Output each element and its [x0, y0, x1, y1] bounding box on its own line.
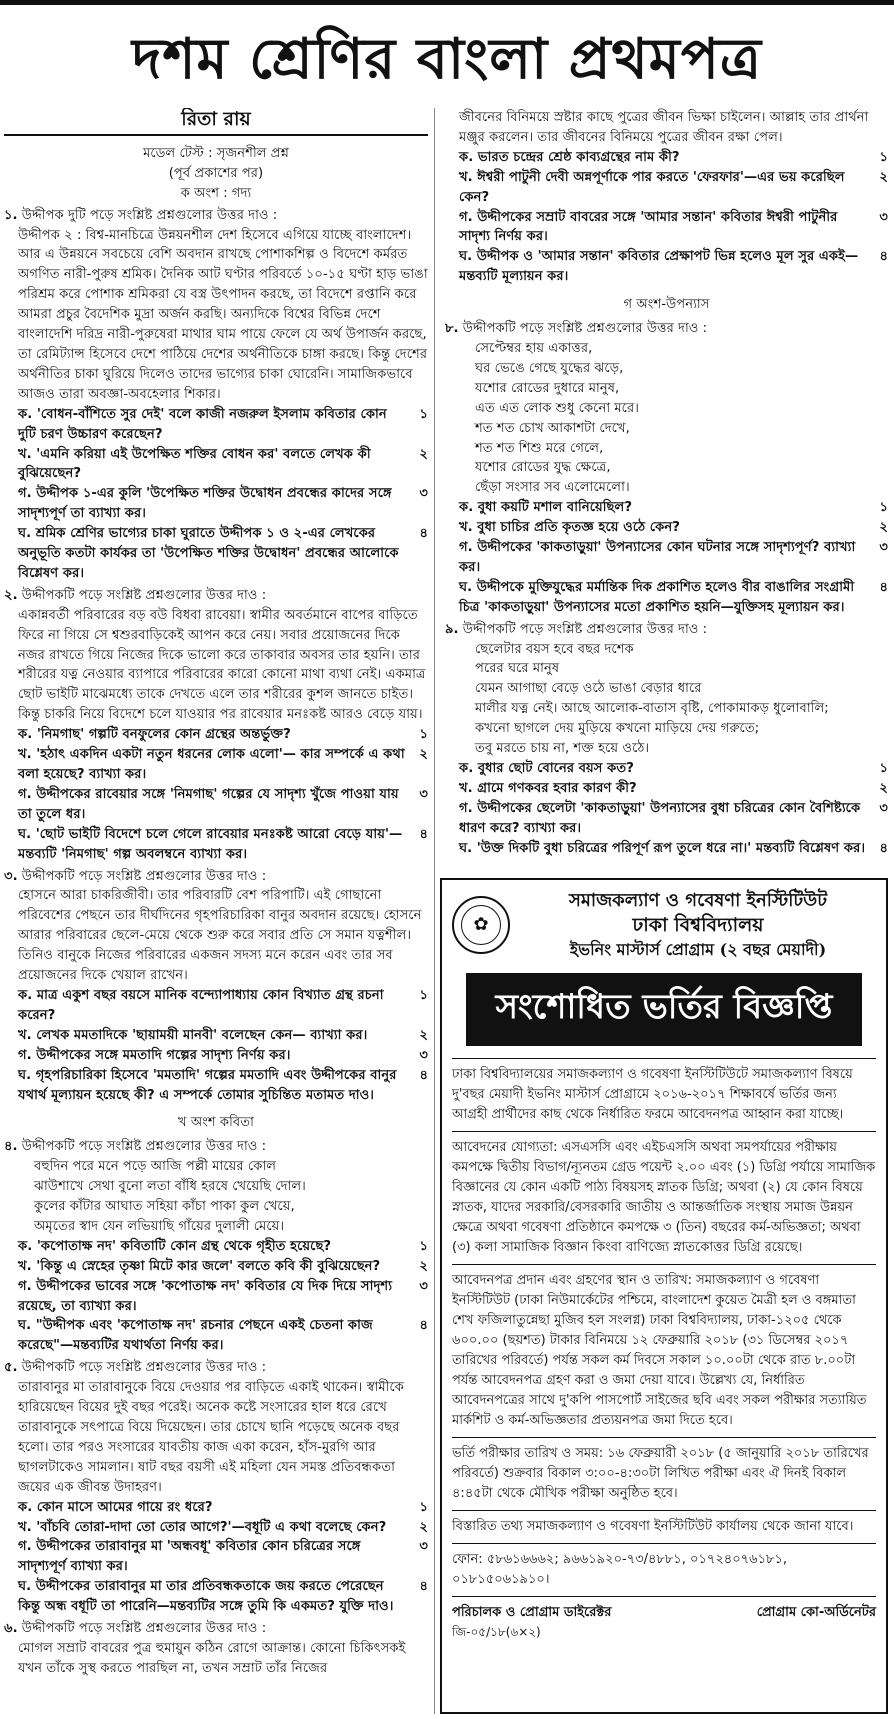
subquestion-text: গ. উদ্দীপকের সঙ্গে মমতাদি গল্পের সাদৃশ্য নির্ণয় কর। [18, 1047, 291, 1063]
ad-paragraph-exam: ভর্তি পরীক্ষার তারিখ ও সময়: ১৬ ফেব্রুয়ারী ২০১৮ (৫ জানুয়ারি ২০১৮ তারিখের পরিবর্তে) শুক্রবার বিকাল ৩:০০-৪:৩০টা লিখিত পরীক্ষা এবং ঐ দিনই বিকাল ৪:৪৫টা থেকে মৌখিক পরীক্ষা অনুষ্ঠিত হবে। [452, 1437, 876, 1510]
poem-line: এত এত লোক শুধু কেনো মরে। [475, 400, 639, 416]
subquestion [4, 1316, 428, 1356]
question-head [4, 206, 428, 226]
subquestion-marks: ৩ [419, 786, 428, 802]
poem-line: মালীর যত্ন নেই। আছে আলোক-বাতাস বৃষ্টি, পোকামাকড় ধুলোবালি; [475, 701, 829, 717]
ad-signatures [452, 1596, 876, 1624]
question-head [445, 319, 888, 339]
poem-line: সেপ্টেম্বর হায় একাত্তর, [475, 340, 593, 356]
subquestion [445, 538, 888, 578]
subquestion-marks: ৩ [419, 1278, 428, 1294]
column-divider [434, 108, 435, 1714]
subquestion-text: ক. কোন মাসে আমের গায়ে রং ধরে? [18, 1499, 213, 1515]
subquestion [445, 247, 888, 287]
subquestion-text: গ. উদ্দীপকের তারাবানুর মা 'অন্ধবধূ' কবিতার কোন চরিত্রের সঙ্গে সাদৃশ্যপূর্ণ ব্যাখ্যা কর। [18, 1539, 361, 1575]
question-instruction: উদ্দীপকটি পড়ে সংশ্লিষ্ট প্রশ্নগুলোর উত্তর দাও : [21, 587, 267, 603]
poem-line: কুলের কাঁটার আঘাত সহিয়া কাঁচা পাকা কুল খেয়ে, [34, 1199, 295, 1215]
question-instruction: উদ্দীপকটি পড়ে সংশ্লিষ্ট প্রশ্নগুলোর উত্তর দাও : [21, 1360, 267, 1376]
ad-institute-title: সমাজকল্যাণ ও গবেষণা ইনস্টিটিউট [568, 890, 828, 911]
subquestion-text: ঘ. 'উক্ত দিকটি বুধা চরিত্রের পরিপূর্ণ রূপ তুলে ধরে না।' মন্তব্যটি বিশ্লেষণ কর। [459, 840, 866, 856]
ad-paragraph-application: আবেদনপত্র প্রদান এবং গ্রহণের স্থান ও তারিখ: সমাজকল্যাণ ও গবেষণা ইনস্টিটিউট (ঢাকা নিউমার্কেটের পশ্চিমে, বাংলাদেশ কুয়েত মৈত্রী হল ও বঙ্গমাতা শেখ ফজিলাতুন্নেছা মুজিব হল সংলগ্ন) ঢাকা বিশ্ববিদ্যালয়, ঢাকা-১২০৫ থেকে ৬০০.০০ (ছয়শত) টাকার বিনিময়ে ১২ ফেব্রুয়ারি ২০১৮ (৩১ ডিসেম্বর ২০১৭ তারিখের পরিবর্তে) পর্যন্ত সকল কর্ম দিবসে সকাল ১০.০০টা থেকে রাত ৮.০০টা পর্যন্ত আবেদনপত্র গ্রহণ করা ও জমা দেয়া যাবে। উল্লেখ্য যে, নির্ধারিত আবেদনপত্রের সাথে দু'কপি পাসপোর্ট সাইজের ছবি এবং সকল পরীক্ষার সত্যায়িত মার্কশিট ও কর্ম-অভিজ্ঞতার প্রত্যয়নপত্র জমা দিতে হবে। [452, 1264, 876, 1437]
left-question-blocks [4, 206, 428, 1106]
subquestion-marks: ২ [419, 446, 428, 462]
subquestion [4, 1066, 428, 1106]
subquestion [445, 148, 888, 168]
question-instruction: উদ্দীপকটি পড়ে সংশ্লিষ্ট প্রশ্নগুলোর উত্তর দাও : [21, 1139, 267, 1155]
subquestion-text: ক. 'নিমগাছ' গল্পটি বনফুলের কোন গ্রন্থের অন্তর্ভুক্ত? [18, 727, 291, 743]
poem-line: তবু মরতে চায় না, শক্ত হয়ে ওঠে। [475, 741, 650, 757]
question-number: ২. [4, 587, 18, 603]
question-instruction: উদ্দীপকটি পড়ে সংশ্লিষ্ট প্রশ্নগুলোর উত্তর দাও : [21, 1621, 267, 1637]
poem-line: ছেঁড়া সংসার সব এলোমেলো। [475, 480, 630, 496]
subquestion [4, 524, 428, 584]
subquestion [445, 518, 888, 538]
subquestion-text: ক. মাত্র একুশ বছর বয়সে মানিক বন্দ্যোপাধ্যায় কোন বিখ্যাত গ্রন্থ রচনা করেন? [18, 987, 384, 1023]
subquestion [445, 759, 888, 779]
ad-header [452, 888, 876, 961]
subquestion-marks: ৩ [879, 209, 888, 225]
subquestion [4, 1518, 428, 1538]
subquestion-marks: ৪ [419, 1067, 428, 1083]
subquestion-text: গ. উদ্দীপকের ভাবের সঙ্গে 'কপোতাক্ষ নদ' কবিতার যে দিক দিয়ে সাদৃশ্য রয়েছে, তা ব্যাখ্যা কর। [18, 1278, 393, 1314]
question-block [4, 586, 428, 865]
subquestion-marks: ২ [419, 1258, 428, 1274]
question-number: ১. [4, 207, 18, 223]
question-head [445, 620, 888, 640]
poem-line: বহুদিন পরে মনে পড়ে আজি পল্লী মায়ের কোল [34, 1159, 277, 1175]
ad-paragraph-eligibility: আবেদনের যোগ্যতা: এসএসসি এবং এইচএসসি অথবা সমপর্যায়ের পরীক্ষায় কমপক্ষে দ্বিতীয় বিভাগ/ন্যূনতম গ্রেড পয়েন্ট ২.০০ এবং (১) ডিগ্রি পর্যায়ে সামাজিক বিজ্ঞানের যে কোন একটি পাঠ্য বিষয়সহ স্নাতক ডিগ্রি; অথবা (২) যে কোন বিষয়ে স্নাতক, যাদের সরকারি/বেসরকারি জাতীয় ও আন্তর্জাতিক সংস্থায় সমাজ উন্নয়ন ক্ষেত্রে অথবা গবেষণা প্রতিষ্ঠানে কমপক্ষে ৩ (তিন) বছরের কর্ম-অভিজ্ঞতা; অথবা (৩) কলা সামাজিক বিজ্ঞান কিংবা বাণিজ্যে স্নাতকোত্তর ডিগ্রি রয়েছে। [452, 1131, 876, 1264]
subquestion-marks: ২ [419, 1027, 428, 1043]
continued-subquestions [445, 148, 888, 287]
subquestion [445, 168, 888, 208]
question-head [4, 1619, 428, 1639]
subquestion-text: ঘ. উদ্দীপকে মুক্তিযুদ্ধের মর্মান্তিক দিক প্রকাশিত হলেও বীর বাঙালির সংগ্রামী চিত্র 'কাকতাড়ুয়া' উপন্যাসের মতো প্রকাশিত হয়নি—যুক্তিসহ মূল্যায়ন কর। [459, 579, 855, 615]
subquestion-marks: ১ [419, 987, 428, 1003]
question-head [4, 586, 428, 606]
subquestion-text: খ. 'কিন্তু এ স্নেহের তৃষ্ণা মিটে কার জলে' বলতে কবি কী বুঝিয়েছেন? [18, 1258, 381, 1274]
poem-line: শত শত চোখ আকাশটা দেখে, [475, 420, 630, 436]
question-instruction: উদ্দীপকটি পড়ে সংশ্লিষ্ট প্রশ্নগুলোর উত্তর দাও : [462, 621, 708, 637]
subquestion-text: ক. ভারত চন্দ্রের শ্রেষ্ঠ কাব্যগ্রন্থের নাম কী? [459, 149, 680, 165]
question-number: ৬. [4, 1621, 18, 1637]
question-block [4, 1619, 428, 1679]
question-head [4, 1137, 428, 1157]
intro-line-2: (পূর্ব প্রকাশের পর) [168, 165, 264, 181]
subquestion-text: গ. উদ্দীপকের রাবেয়ার সঙ্গে 'নিমগাছ' গল্পের যে সাদৃশ্য খুঁজে পাওয়া যায় তা তুলে ধর। [18, 786, 399, 822]
poem-line: শত শত শিশু মরে গেলে, [475, 440, 604, 456]
question-head [4, 867, 428, 887]
poem-line: ছেলেটার বয়স হবে বছর দশেক [475, 641, 634, 657]
subquestion [4, 1498, 428, 1518]
subquestion [4, 825, 428, 865]
page-banner: দশম শ্রেণির বাংলা প্রথমপত্র [131, 26, 763, 92]
right-column [445, 108, 888, 868]
subquestion-text: ঘ. "উদ্দীপক এবং 'কপোতাক্ষ নদ' রচনার পেছনে একই চেতনা কাজ করেছে"—মন্তব্যটির যথার্থতা নির্ণয় কর। [18, 1318, 373, 1354]
question-number: ৮. [445, 321, 459, 337]
subquestion [4, 785, 428, 825]
poem-line: অমৃতের স্বাদ যেন লভিয়াছি গাঁয়ের দুলালী মেয়ে। [34, 1218, 285, 1234]
left-question-blocks-2 [4, 1137, 428, 1678]
ad-university-title: ঢাকা বিশ্ববিদ্যালয় [632, 914, 764, 936]
ad-sign-left: পরিচালক ও প্রোগ্রাম ডাইরেক্টর [452, 1605, 612, 1620]
subquestion [4, 1537, 428, 1577]
ad-paragraph-intro: ঢাকা বিশ্ববিদ্যালয়ের সমাজকল্যাণ ও গবেষণা ইনস্টিটিউটে সমাজকল্যাণ বিষয়ে দু'বছর মেয়াদী ইভনিং মাস্টার্স প্রোগ্রামে ২০১৬-২০১৭ শিক্ষাবর্ষে ভর্তির জন্য আগ্রহী প্রার্থীদের কাছ থেকে নির্ধারিত ফরমে আবেদনপত্র আহ্বান করা যাচ্ছে। [452, 1058, 876, 1131]
question-stem: মোগল সম্রাট বাবরের পুত্র হুমায়ুন কঠিন রোগে আক্রান্ত। কোনো চিকিৎসকই যখন তাঁকে সুস্থ করতে পারছিল না, তখন সম্রাট তাঁর নিজের [18, 1640, 406, 1676]
subquestion-marks: ১ [419, 1499, 428, 1515]
subquestion-text: খ. ঈশ্বরী পাটুনী দেবী অন্নপূর্ণাকে পার করতে 'ফেরফার'—এর ভয় করেছিল কেন? [459, 169, 845, 205]
poem-line: পরের ঘরে মানুষ [475, 661, 560, 677]
ad-paragraph-details: বিস্তারিত তথ্য সমাজকল্যাণ ও গবেষণা ইনস্টিটিউট কার্যালয় থেকে জানা যাবে। [452, 1510, 876, 1543]
subquestion-text: গ. উদ্দীপকের ছেলেটা 'কাকতাড়ুয়া' উপন্যাসের বুধা চরিত্রের কোন বৈশিষ্ট্যকে ধারণ করে? ব্যাখ্যা কর। [459, 800, 861, 836]
ad-titles [520, 888, 876, 961]
subquestion-marks: ৪ [879, 579, 888, 595]
subquestion-marks: ২ [879, 520, 888, 536]
subquestion [4, 725, 428, 745]
admission-advertisement [440, 878, 888, 1714]
left-column [4, 108, 428, 1714]
ad-phone: ফোন: ৫৮৬১৬৬৬২; ৯৬৬১৯২০-৭৩/৪৮৮১, ০১৭২৪০৭৬১৮১, ০১৮১৫০৬১৯১০। [452, 1543, 876, 1596]
subquestion [445, 578, 888, 618]
subquestion-marks: ১ [419, 406, 428, 422]
subquestion [4, 1577, 428, 1617]
subquestion-marks: ২ [419, 747, 428, 763]
subquestion [445, 799, 888, 839]
question-number: ৯. [445, 621, 459, 637]
section-kha-heading: খ অংশ কবিতা [177, 1115, 254, 1131]
poem-line: যশোর রোডের যুদ্ধ ক্ষেত্রে, [475, 460, 611, 476]
question-block [445, 319, 888, 618]
question-instruction: উদ্দীপকটি পড়ে সংশ্লিষ্ট প্রশ্নগুলোর উত্তর দাও : [462, 321, 708, 337]
right-question-blocks [445, 319, 888, 858]
top-rule [0, 0, 894, 5]
subquestion-marks: ৪ [419, 1579, 428, 1595]
subquestion-marks: ১ [879, 500, 888, 516]
subquestion-text: খ. লেখক মমতাদিকে 'ছায়াময়ী মানবী' বলেছেন কেন— ব্যাখ্যা কর। [18, 1027, 368, 1043]
subquestion-text: খ. গ্রামে গণকবর হবার কারণ কী? [459, 780, 637, 796]
question-stem: উদ্দীপক ২ : বিশ্ব-মানচিত্রে উন্নয়নশীল দেশ হিসেবে এগিয়ে যাচ্ছে বাংলাদেশ। আর এ উন্নয়নে সবচেয়ে বেশি অবদান রাখছে পোশাকশিল্প ও বিদেশে কর্মরত অগণিত নারী-পুরুষ শ্রমিক। দৈনিক আট ঘণ্টার পরিবর্তে ১০-১৫ ঘণ্টা হাড় ভাঙা পরিশ্রম করে পোশাক শ্রমিকরা যে বস্ত্র উৎপাদন করছে, তা বিদেশে রপ্তানি করে আমরা প্রচুর বৈদেশিক মুদ্রা অর্জন করছি। অন্যদিকে বিশ্বের বিভিন্ন দেশে বাংলাদেশি দরিদ্র নারী-পুরুষেরা মাথার ঘাম পায়ে ফেলে যে অর্থ উপার্জন করছে, তা রেমিট্যান্স হিসেবে দেশে পাঠিয়ে দেশের অর্থনীতিকে চাঙ্গা করছে। কিন্তু দেশের অর্থনীতির চাকা ঘুরিয়ে দিলেও তাদের ভাগ্যের চাকা ঘোরেনি। সামাজিকভাবে আজও তারা অবজ্ঞা-অবহেলার শিকার। [18, 227, 428, 402]
subquestion-marks: ৩ [419, 486, 428, 502]
subquestion-marks: ৩ [879, 540, 888, 556]
subquestion-marks: ১ [879, 761, 888, 776]
question-number: ৩. [4, 868, 18, 884]
subquestion [4, 445, 428, 485]
intro-line-3: ক অংশ : গদ্য [180, 185, 252, 201]
question-block [4, 867, 428, 1106]
question-block [4, 1358, 428, 1617]
ad-sign-right: প্রোগ্রাম কো-অর্ডিনেটর [756, 1605, 876, 1620]
subquestion-marks: ৪ [879, 840, 888, 856]
subquestion-marks: ২ [419, 1519, 428, 1535]
subquestion [4, 1046, 428, 1066]
subquestion-text: ঘ. 'ছোট ভাইটি বিদেশে চলে গেলে রাবেয়ার মনঃকষ্ট আরো বেড়ে যায়'—মন্তব্যটি 'নিমগাছ' গল্প অবলম্বনে ব্যাখ্যা কর। [18, 826, 403, 862]
ad-program-title: ইভনিং মাস্টার্স প্রোগ্রাম (২ বছর মেয়াদী) [569, 940, 827, 959]
poem-line: ঘর ভেঙে গেছে যুদ্ধের ঝড়ে, [475, 360, 624, 376]
subquestion-marks: ২ [879, 169, 888, 185]
ad-code: জি-০৫/১৮(৬×২) [452, 1625, 541, 1639]
subquestion [445, 779, 888, 799]
subquestion-marks: ১ [419, 1238, 428, 1254]
subquestion [445, 498, 888, 518]
subquestion [4, 1277, 428, 1317]
subquestion-text: ক. 'কপোতাক্ষ নদ' কবিতাটি কোন গ্রন্থ থেকে গৃহীত হয়েছে? [18, 1238, 332, 1254]
poem-line: যেমন আগাছা বেড়ে ওঠে ভাঙা বেড়ার ধারে [475, 681, 702, 697]
subquestion [445, 208, 888, 248]
question-block [445, 620, 888, 859]
subquestion [4, 1026, 428, 1046]
subquestion-marks: ৩ [879, 800, 888, 816]
question-instruction: উদ্দীপকটি পড়ে সংশ্লিষ্ট প্রশ্নগুলোর উত্তর দাও : [21, 868, 267, 884]
subquestion-text: ক. 'বোধন-বাঁশিতে সুর দেই' বলে কাজী নজরুল ইসলাম কবিতার কোন দুটি চরণ উচ্চারণ করেছেন? [18, 406, 387, 442]
question-stem: হোসনে আরা চাকরিজীবী। তার পরিবারটি বেশ পরিপাটি। এই গোছানো পরিবেশের পেছনে তার দীর্ঘদিনের গৃহপরিচারিকা বানুর অবদান রয়েছে। হোসনে আরার পরিবারের ছেলে-মেয়ে থেকে শুরু করে সবার প্রতি সে সমান যত্নশীল। তিনিও বানুকে নিজের পরিবারের একজন সদস্য মনে করেন এবং তার সব প্রয়োজনের দিকে খেয়াল রাখেন। [18, 888, 422, 984]
subquestion-marks: ৪ [419, 526, 428, 542]
question-stem: তারাবানুর মা তারাবানুকে বিয়ে দেওয়ার পর বাড়িতে একাই থাকেন। স্বামীকে হারিয়েছেন বিয়ের দুই বছর পরেই। অনেক কষ্টে সংসারের হাল ধরে রেখে তারাবানুকে সৎপাত্রে বিয়ে দিয়েছেন। তার চোখে ছানি পড়েছে অনেক বছর হলো। তার পরও সংসারের যাবতীয় কাজ একা করেন, হাঁস-মুরগি আর ছাগলটাকেও সামলান। ষাট বছর বয়সী এই মহিলা যেন সমস্ত প্রতিবন্ধকতা জয়ের এক জীবন্ত উদাহরণ। [18, 1380, 404, 1495]
subquestion-marks: ৪ [419, 826, 428, 842]
question-instruction: উদ্দীপক দুটি পড়ে সংশ্লিষ্ট প্রশ্নগুলোর উত্তর দাও : [21, 207, 278, 223]
subquestion [4, 1257, 428, 1277]
intro-line-1: মডেল টেস্ট : সৃজনশীল প্রশ্ন [143, 145, 289, 161]
question-number: ৫. [4, 1360, 18, 1376]
subquestion-marks: ১ [879, 149, 888, 165]
continued-stem: জীবনের বিনিময়ে স্রষ্টার কাছে পুত্রের জীবন ভিক্ষা চাইলেন। আল্লাহ তার প্রার্থনা মঞ্জুর করলেন। তার জীবনের বিনিময়ে পুত্রের জীবন রক্ষা পেল। [459, 110, 869, 145]
subquestion-marks: ৩ [419, 1047, 428, 1063]
subquestion-marks: ৩ [419, 1539, 428, 1555]
subquestion-text: ক. বুধার ছোট বোনের বয়স কত? [459, 761, 634, 776]
subquestion-text: ঘ. শ্রমিক শ্রেণির ভাগ্যের চাকা ঘুরাতে উদ্দীপক ১ ও ২-এর লেখকের অনুভূতি কতটা কার্যকর তা 'উপেক্ষিত শক্তির উদ্বোধন' প্রবন্ধের আলোকে বিশ্লেষণ কর। [18, 526, 399, 581]
author-name: রিতা রায় [4, 108, 428, 136]
subquestion-text: খ. 'হঠাৎ একদিন একটা নতুন ধরনের লোক এলো'— কার সম্পর্কে এ কথা বলা হয়েছে? ব্যাখ্যা কর। [18, 747, 405, 782]
poem-line: যশোর রোডের দুধারে মানুষ, [475, 380, 620, 396]
subquestion-text: খ. 'বাঁচবি তোরা-দাদা তো তোর আগে?'—বধূটি এ কথা বলেছে কেন? [18, 1519, 387, 1535]
subquestion [4, 484, 428, 524]
subquestion-text: ঘ. উদ্দীপক ও 'আমার সন্তান' কবিতার প্রেক্ষাপট ভিন্ন হলেও মূল সুর একই—মন্তব্যটি মূল্যায়ন কর। [459, 249, 859, 285]
subquestion-text: গ. উদ্দীপকের 'কাকতাড়ুয়া' উপন্যাসের কোন ঘটনার সঙ্গে সাদৃশ্যপূর্ণ? ব্যাখ্যা কর। [459, 540, 856, 575]
subquestion [445, 839, 888, 859]
subquestion [4, 1237, 428, 1257]
question-head [4, 1358, 428, 1378]
subquestion-text: ক. বুধা কয়টি মশাল বানিয়েছিল? [459, 500, 633, 516]
question-number: ৪. [4, 1139, 18, 1155]
ad-notice-banner: সংশোধিত ভর্তির বিজ্ঞপ্তি [466, 973, 862, 1046]
subquestion-marks: ৪ [419, 1318, 428, 1334]
subquestion-marks: ৪ [879, 249, 888, 265]
subquestion-marks: ১ [419, 727, 428, 743]
subquestion-text: খ. 'এমনি করিয়া এই উপেক্ষিত শক্তির বোধন কর' বলতে লেখক কী বুঝিয়েছেন? [18, 446, 371, 482]
subquestion [4, 745, 428, 785]
subquestion-text: গ. উদ্দীপকের সম্রাট বাবরের সঙ্গে 'আমার সন্তান' কবিতার ঈশ্বরী পাটুনীর সাদৃশ্য নির্ণয় কর। [459, 209, 838, 245]
question-stem: একান্নবর্তী পরিবারের বড় বউ বিধবা রাবেয়া। স্বামীর অবর্তমানে বাপের বাড়িতে ফিরে না গিয়ে সে শ্বশুরবাড়িকেই আপন করে নেয়। সবার প্রয়োজনের দিকে নজর রাখতে গিয়ে নিজের দিকে ভালো করে তাকাবার অবসর তার হয়নি। তার শরীরের যত্ন নেওয়ার ব্যাপারে পরিবারের কারো কোনো মাথা ব্যথা নেই। একমাত্র ছোট ভাইটি মাঝেমধ্যে তাকে দেখতে এলে তার শরীরের কুশল জানতে চাইত। কিন্তু চাকরি নিয়ে বিদেশে চলে যাওয়ার পর রাবেয়ার মনঃকষ্ট আরও বেড়ে যায়। [18, 607, 426, 723]
subquestion [4, 405, 428, 445]
subquestion-text: গ. উদ্দীপক ১-এর কুলি 'উপেক্ষিত শক্তির উদ্বোধন প্রবন্ধের কাদের সঙ্গে সাদৃশ্যপূর্ণ তা ব্যাখ্যা কর। [18, 486, 392, 522]
subquestion-text: খ. বুধা চাচির প্রতি কৃতজ্ঞ হয়ে ওঠে কেন? [459, 520, 680, 536]
subquestion-marks: ২ [879, 780, 888, 796]
subquestion-text: ঘ. উদ্দীপকের তারাবানুর মা তার প্রতিবন্ধকতাকে জয় করতে পেরেছেন কিন্তু অন্ধ বধূটি তা পারেনি—মন্তব্যটির সঙ্গে তুমি কি একমত? যুক্তি দাও। [18, 1579, 394, 1615]
subquestion [4, 986, 428, 1026]
poem-line: কখনো ছাগলে দেয় মুড়িয়ে কখনো মাড়িয়ে দেয় গরুতে; [475, 721, 760, 737]
section-ga-heading: গ অংশ-উপন্যাস [623, 297, 710, 313]
poem-line: ঝাউশাখে সেথা বুনো লতা বাঁধি হরষে খেয়েছি দোল। [34, 1179, 306, 1195]
subquestion-text: ঘ. গৃহপরিচারিকা হিসেবে 'মমতাদি' গল্পের মমতাদি এবং উদ্দীপকের বানুর যথার্থ মূল্যায়ন হয়েছে কী? এ সম্পর্কে তোমার সুচিন্তিত মতামত দাও। [18, 1067, 397, 1103]
question-block [4, 206, 428, 584]
question-block [4, 1137, 428, 1356]
university-seal-icon: ✿ [452, 896, 510, 954]
